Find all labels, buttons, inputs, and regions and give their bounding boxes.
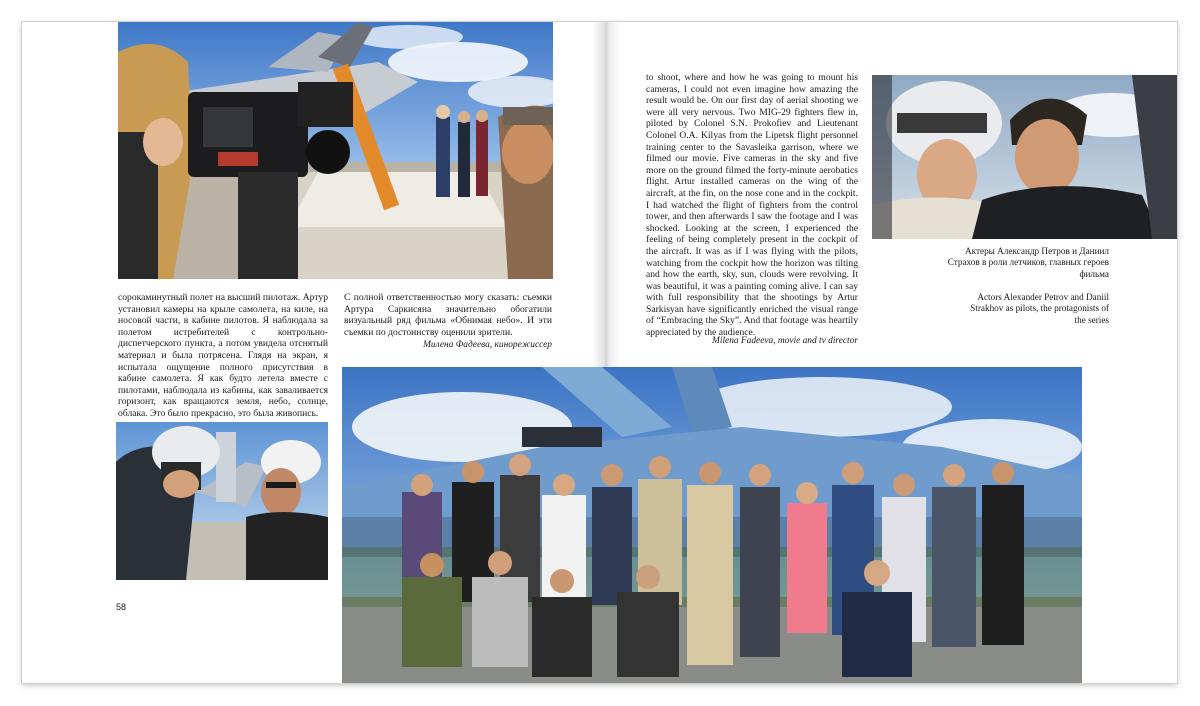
page-number: 58 bbox=[116, 602, 127, 612]
caption-ru: Актеры Александр Петров и Даниил Страхов в роли летчиков, главных героев фильма bbox=[947, 246, 1109, 279]
article-text-ru-col2: С полной ответственностью могу сказать: съемки Артура Саркисяна значительно обогатили визуальный ряд фильма «Обнимая небо». И эти съемки по достоинству оценили зрители. bbox=[344, 292, 552, 338]
signature-ru: Милена Фадеева, кинорежиссер bbox=[423, 340, 552, 350]
photo-actors-as-pilots bbox=[872, 75, 1177, 239]
signature-en: Milena Fadeeva, movie and tv director bbox=[712, 336, 858, 346]
caption-en: Actors Alexander Petrov and Daniil Strakhov as pilots, the protagonists of the series bbox=[970, 292, 1109, 325]
photo-pilot-and-actress bbox=[116, 422, 328, 580]
photo-film-crew-group bbox=[342, 367, 1082, 683]
magazine-spread bbox=[22, 22, 1177, 683]
photo-camera-crew-on-airfield bbox=[118, 22, 553, 279]
article-text-ru-col1: сорокаминутный полет на высший пилотаж. Артур установил камеры на крыле самолета, на киле, на носовой части, в кабине пилотов. Я наблюдала за полетом истребителей с контрольно-диспетчерского пункта, а потом увидела отснятый материал и была потрясена. Глядя на экран, я испытала ощущение полного присутствия в кабине самолета. Я как будто летела вместе с пилотами, наблюдала из кабины, как заваливается горизонт, как вращаются земля, небо, солнце, облака. Это было прекрасно, это была живопись. bbox=[118, 292, 328, 419]
article-text-en: to shoot, where and how he was going to mount his cameras, I could not even imagine how amazing the result would be. On our first day of aerial shooting we were all very nervous. Two MIG-29 fighters flew in, piloted by Colonel S.N. Prokofiev and Lieutenant Colonel O.A. Kilyas from the Lipetsk flight personnel training center to the Savasleika garrison, where we filmed our movie. Five cameras in the sky and five more on the ground filmed the forty-minute aerobatics flight. Artur installed cameras on the wing of the aircraft, at the fin, on the nose cone and in the cockpit. I had watched the flight of fighters from the control tower, and then afterwards I saw the footage and I was shocked. Looking at the screen, I experienced the feeling of being completely present in the cockpit of the aircraft. It was as if I was flying with the pilots, watching from the cockpit how the horizon was tilting and how the earth, sky, sun, clouds were revolving. It was beautiful, it was a painting coming alive. I can say with full responsibility that the shootings by Artur Sarkisyan have significantly enriched the visual range of “Embracing the Sky”. And that footage was heartily appreciated by the audience. bbox=[646, 72, 858, 339]
